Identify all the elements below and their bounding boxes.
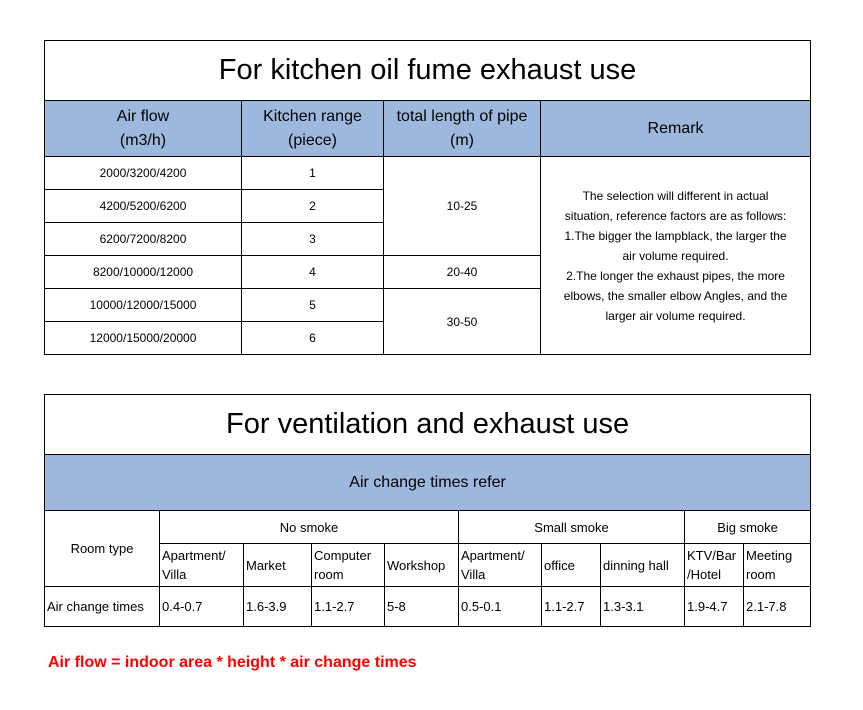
room-type-line: Workshop (387, 557, 446, 573)
airflow-cell: 2000/3200/4200 (45, 157, 242, 190)
remark-line: elbows, the smaller elbow Angles, and the (563, 288, 788, 303)
airflow-cell: 12000/15000/20000 (45, 322, 242, 355)
kitchen-exhaust-table (44, 40, 811, 355)
table-row (45, 157, 811, 190)
airflow-cell: 4200/5200/6200 (45, 190, 242, 223)
air-change-value: 1.1-2.7 (542, 587, 601, 627)
header-remark: Remark (541, 101, 811, 157)
header-pipe-line2: (m) (450, 131, 474, 149)
header-kitchen-range (242, 101, 384, 157)
room-type-cell (385, 544, 459, 587)
pipe-length-cell: 20-40 (384, 256, 541, 289)
room-type-line: Villa (461, 567, 486, 582)
header-range-line2: (piece) (288, 131, 337, 149)
room-type-line: Market (246, 557, 286, 573)
room-type-cell (685, 544, 744, 587)
air-change-value: 1.9-4.7 (685, 587, 744, 627)
room-type-cell (744, 544, 811, 587)
pieces-cell: 4 (242, 256, 384, 289)
airflow-cell: 10000/12000/15000 (45, 289, 242, 322)
room-type-line: dinning hall (603, 557, 669, 573)
kitchen-table-title: For kitchen oil fume exhaust use (45, 41, 811, 101)
room-type-line: Apartment/ (162, 548, 226, 563)
airflow-cell: 6200/7200/8200 (45, 223, 242, 256)
room-type-line: /Hotel (687, 567, 721, 582)
remark-line: larger air volume required. (605, 308, 746, 323)
ventilation-table-title: For ventilation and exhaust use (45, 395, 811, 455)
air-change-value: 5-8 (385, 587, 459, 627)
remark-line: situation, reference factors are as follows: (564, 208, 787, 223)
room-type-line: room (314, 567, 344, 582)
group-small-smoke: Small smoke (459, 511, 685, 544)
room-type-cell (601, 544, 685, 587)
group-big-smoke: Big smoke (685, 511, 811, 544)
room-type-line: Meeting (746, 548, 793, 563)
pipe-length-cell: 30-50 (384, 289, 541, 355)
room-type-line: room (746, 567, 776, 582)
room-type-cell (542, 544, 601, 587)
header-airflow-line2: (m3/h) (119, 131, 167, 149)
air-change-value: 1.1-2.7 (312, 587, 385, 627)
pieces-cell: 6 (242, 322, 384, 355)
airflow-cell: 8200/10000/12000 (45, 256, 242, 289)
pieces-cell: 3 (242, 223, 384, 256)
remark-line: air volume required. (622, 248, 729, 263)
remark-line: 1.The bigger the lampblack, the larger the (564, 228, 787, 243)
air-change-value: 2.1-7.8 (744, 587, 811, 627)
room-type-line: Villa (162, 567, 187, 582)
air-change-value: 1.6-3.9 (244, 587, 312, 627)
remark-line: The selection will different in actual (582, 188, 769, 203)
pieces-cell: 5 (242, 289, 384, 322)
header-range-line1: Kitchen range (263, 107, 362, 125)
room-type-cell (160, 544, 244, 587)
air-change-value: 0.4-0.7 (160, 587, 244, 627)
header-airflow (45, 101, 242, 157)
remark-line: 2.The longer the exhaust pipes, the more (566, 268, 785, 283)
pipe-length-cell: 10-25 (384, 157, 541, 256)
header-airflow-line1: Air flow (116, 107, 170, 125)
remark-cell (541, 157, 811, 355)
pieces-cell: 1 (242, 157, 384, 190)
room-type-label: Room type (45, 511, 160, 587)
air-change-value: 1.3-3.1 (601, 587, 685, 627)
room-type-cell (244, 544, 312, 587)
header-pipe-line1: total length of pipe (396, 107, 528, 125)
room-type-cell (312, 544, 385, 587)
air-change-subtitle: Air change times refer (45, 455, 811, 511)
room-type-line: KTV/Bar (687, 548, 737, 563)
header-pipe-length (384, 101, 541, 157)
room-type-line: Apartment/ (461, 548, 525, 563)
airflow-formula-note: Air flow = indoor area * height * air change times (48, 654, 417, 671)
room-type-cell (459, 544, 542, 587)
ventilation-exhaust-table (44, 394, 811, 627)
table-row (45, 587, 811, 627)
air-change-label: Air change times (45, 587, 160, 627)
room-type-line: Computer (314, 548, 372, 563)
pieces-cell: 2 (242, 190, 384, 223)
group-no-smoke: No smoke (160, 511, 459, 544)
air-change-value: 0.5-0.1 (459, 587, 542, 627)
room-type-line: office (544, 557, 575, 573)
